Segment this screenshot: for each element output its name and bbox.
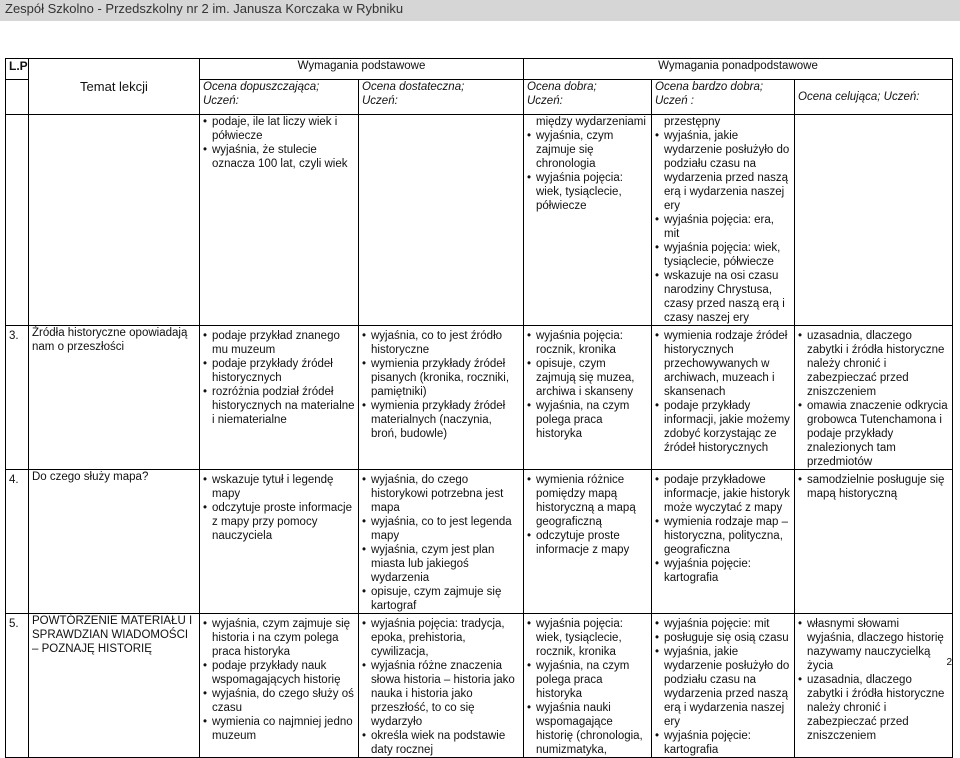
requirements-cell	[359, 470, 524, 614]
requirement-item: • wyjaśnia pojęcia: tradycja, epoka, prehistoria, cywilizacja,	[362, 617, 520, 659]
requirement-item: • wyjaśnia, do czego służy oś czasu	[203, 687, 355, 715]
requirement-item: • wyjaśnia, czym jest plan miasta lub jakiegoś wydarzenia	[362, 543, 520, 585]
requirements-cell	[652, 470, 795, 614]
requirement-item: • własnymi słowami wyjaśnia, dlaczego historię nazywamy nauczycielką życia	[798, 617, 949, 673]
requirement-item: • wyjaśnia, na czym polega praca historyka	[527, 659, 648, 701]
requirement-item: • wyjaśnia, na czym polega praca historyka	[527, 399, 648, 441]
requirement-item: • wymienia przykłady źródeł pisanych (kronika, roczniki, pamiętniki)	[362, 357, 520, 399]
requirement-item: • wyjaśnia pojęcia: era, mit	[655, 213, 791, 241]
advanced-requirements-header: Wymagania ponadpodstawowe	[524, 59, 953, 80]
requirement-item: • wymienia przykłady źródeł materialnych (naczynia, broń, budowle)	[362, 399, 520, 441]
requirements-cell	[795, 115, 953, 326]
requirement-item: • opisuje, czym zajmuje się kartograf	[362, 585, 520, 613]
requirement-item: • podaje przykłady nauk wspomagających historię	[203, 659, 355, 687]
requirement-item: • podaje przykłady informacji, jakie możemy zdobyć korzystając ze źródeł historycznych	[655, 399, 791, 455]
requirement-item: • wymienia co najmniej jedno muzeum	[203, 715, 355, 743]
requirements-cell	[524, 115, 652, 326]
requirement-item: • wyjaśnia, jakie wydarzenie posłużyło do podziału czasu na wydarzenia przed naszą erą i wydarzenia naszej ery	[655, 645, 791, 729]
requirement-item: • odczytuje proste informacje z mapy przy pomocy nauczyciela	[203, 501, 355, 543]
lp-header-spacer	[6, 80, 29, 115]
requirement-item: • uzasadnia, dlaczego zabytki i źródła historyczne należy chronić i zabezpieczać przed zniszczeniem	[798, 673, 949, 743]
requirements-cell	[524, 470, 652, 614]
requirement-item: • podaje przykłady źródeł historycznych	[203, 357, 355, 385]
page-header	[0, 0, 960, 21]
topic-header: Temat lekcji	[29, 80, 200, 115]
requirement-item: • wyjaśnia pojęcia: wiek, tysiąclecie, półwiecze	[527, 171, 648, 213]
requirement-item: • wyjaśnia, co to jest źródło historyczne	[362, 329, 520, 357]
requirement-item: między wydarzeniami	[536, 116, 646, 128]
requirement-item: • wymienia różnice pomiędzy mapą historyczną a mapą geograficzną	[527, 473, 648, 529]
basic-requirements-header: Wymagania podstawowe	[200, 59, 524, 80]
requirements-cell	[652, 115, 795, 326]
requirement-item: • opisuje, czym zajmują się muzea, archiwa i skanseny	[527, 357, 648, 399]
lesson-number	[6, 115, 29, 326]
requirement-item: • wyjaśnia, do czego historykowi potrzebna jest mapa	[362, 473, 520, 515]
requirements-cell	[200, 470, 359, 614]
grade-very-good-header: Ocena bardzo dobra; Uczeń :	[652, 80, 795, 115]
requirement-item: • wskazuje na osi czasu narodziny Chrystusa, czasy przed naszą erą i czasy naszej ery	[655, 269, 791, 325]
requirements-cell	[200, 614, 359, 758]
requirement-item: • wyjaśnia, co to jest legenda mapy	[362, 515, 520, 543]
lesson-topic	[29, 115, 200, 326]
requirement-item: • omawia znaczenie odkrycia grobowca Tutenchamona i podaje przykłady znalezionych tam przedmiotów	[798, 399, 949, 469]
topic-header-top	[29, 59, 200, 80]
requirement-item: • wyjaśnia, że stulecie oznacza 100 lat, czyli wiek	[203, 143, 355, 171]
requirements-cell	[200, 326, 359, 470]
requirements-cell	[524, 326, 652, 470]
grade-sufficient-header: Ocena dopuszczająca; Uczeń:	[200, 80, 359, 115]
requirement-item: • wyjaśnia pojęcia: wiek, tysiąclecie, rocznik, kronika	[527, 617, 648, 659]
requirement-item: • podaje przykład znanego mu muzeum	[203, 329, 355, 357]
table-row	[6, 115, 953, 326]
requirement-item: • wyjaśnia pojęcie: kartografia	[655, 557, 791, 585]
requirement-item: • wyjaśnia, jakie wydarzenie posłużyło do podziału czasu na wydarzenia przed naszą erą i wydarzenia naszej ery	[655, 129, 791, 213]
requirements-cell	[524, 614, 652, 758]
requirements-cell	[359, 115, 524, 326]
requirement-item: • wyjaśnia pojęcia: rocznik, kronika	[527, 329, 648, 357]
requirements-cell	[652, 614, 795, 758]
lesson-topic: POWTÓRZENIE MATERIAŁU I SPRAWDZIAN WIADOMOŚCI – POZNAJĘ HISTORIĘ	[29, 614, 200, 758]
requirement-item: • określa wiek na podstawie daty rocznej	[362, 729, 520, 757]
lesson-number: 4.	[6, 470, 29, 614]
requirement-item: • wyjaśnia pojęcie: mit	[655, 617, 791, 631]
requirement-item: • wskazuje tytuł i legendę mapy	[203, 473, 355, 501]
table-row	[6, 326, 953, 470]
lesson-topic: Do czego służy mapa?	[29, 470, 200, 614]
requirement-item: • uzasadnia, dlaczego zabytki i źródła historyczne należy chronić i zabezpieczać przed zniszczeniem	[798, 329, 949, 399]
requirement-item: • wyjaśnia pojęcie: kartografia	[655, 729, 791, 757]
requirement-item: • podaje przykładowe informacje, jakie historyk może wyczytać z mapy	[655, 473, 791, 515]
requirements-cell	[359, 614, 524, 758]
grade-satisfactory-header: Ocena dostateczna; Uczeń:	[359, 80, 524, 115]
lesson-number: 5.	[6, 614, 29, 758]
grade-excellent-header: Ocena celująca; Uczeń:	[795, 80, 953, 115]
requirements-cell	[795, 614, 953, 758]
requirements-cell	[795, 470, 953, 614]
requirements-cell	[795, 326, 953, 470]
grade-good-header: Ocena dobra; Uczeń:	[524, 80, 652, 115]
requirement-item: • wyjaśnia nauki wspomagające historię (chronologia, numizmatyka,	[527, 701, 648, 757]
requirement-item: • wyjaśnia, czym zajmuje się historia i na czym polega praca historyka	[203, 617, 355, 659]
requirements-cell	[652, 326, 795, 470]
school-name: Zespół Szkolno - Przedszkolny nr 2 im. Janusza Korczaka w Rybniku	[5, 1, 404, 16]
requirement-item: przestępny	[664, 116, 721, 128]
requirement-item: • wyjaśnia pojęcia: wiek, tysiąclecie, półwiecze	[655, 241, 791, 269]
requirement-item: • rozróżnia podział źródeł historycznych na materialne i niematerialne	[203, 385, 355, 427]
requirements-table	[5, 58, 953, 758]
requirements-cell	[359, 326, 524, 470]
requirement-item: • posługuje się osią czasu	[655, 631, 791, 645]
requirement-item: • podaje, ile lat liczy wiek i półwiecze	[203, 115, 355, 143]
requirements-cell	[200, 115, 359, 326]
page-number: 2	[946, 657, 952, 668]
lesson-topic: Źródła historyczne opowiadają nam o przeszłości	[29, 326, 200, 470]
table-row	[6, 614, 953, 758]
requirement-item: • wymienia rodzaje map – historyczna, polityczna, geograficzna	[655, 515, 791, 557]
requirement-item: • wymienia rodzaje źródeł historycznych przechowywanych w archiwach, muzeach i skansenach	[655, 329, 791, 399]
requirement-item: • wyjaśnia różne znaczenia słowa historia – historia jako nauka i historia jako przeszłość, to co się wydarzyło	[362, 659, 520, 729]
requirement-item: • samodzielnie posługuje się mapą historyczną	[798, 473, 949, 501]
lesson-number: 3.	[6, 326, 29, 470]
requirement-item: • wyjaśnia, czym zajmuje się chronologia	[527, 129, 648, 171]
table-row	[6, 470, 953, 614]
lp-header: L.P	[6, 59, 29, 80]
requirement-item: • odczytuje proste informacje z mapy	[527, 529, 648, 557]
